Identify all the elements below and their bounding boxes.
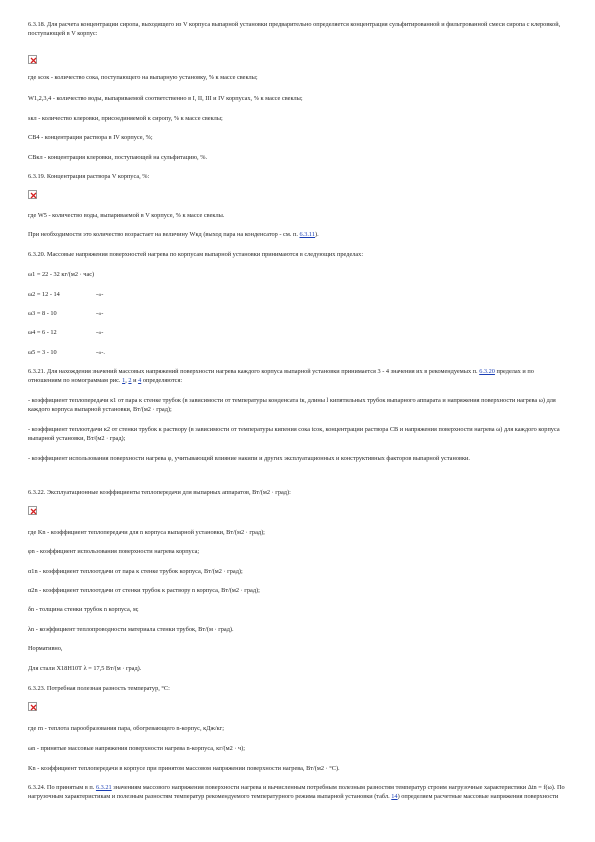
omega-row: ω1 = 22 - 32 кг/(м2 · час) <box>28 271 95 278</box>
broken-image-icon <box>28 702 37 711</box>
definition-lambdan: λn - коэффициент теплопроводности материала стенки трубок, Вт/(м · град). <box>28 626 234 633</box>
definition-alpha1n: α1n - коэффициент теплоотдачи от пара к стенке трубок корпуса, Вт/(м2 · град); <box>28 568 243 575</box>
note-wkd-tail: ). <box>315 231 319 238</box>
paragraph-6-3-19: 6.3.19. Концентрация раствора V корпуса, %: <box>28 173 150 180</box>
paragraph-6-3-22: 6.3.22. Эксплуатационные коэффициенты теплопередачи для выпарных аппаратов, Вт/(м2 · град): <box>28 489 291 496</box>
bullet-phi: - коэффициент использования поверхности нагрева φ, учитывающий влияние накипи и других эксплуатационных и конструктивных факторов выпарной установки. <box>28 455 470 462</box>
definition-omegan: ωn - принятые массовые напряжения поверхности нагрева n-корпуса, кг/(м2 · ч); <box>28 745 246 752</box>
paragraph-6-3-23: 6.3.23. Потребная полезная разность температур, °С: <box>28 685 170 692</box>
broken-image-icon <box>28 55 37 64</box>
note-wkd <box>28 230 568 239</box>
broken-image-icon <box>28 190 37 199</box>
note-wkd-text: При необходимости это количество возрастает на величину Wкд (выход пара на конденсатор - см. п. <box>28 231 298 238</box>
paragraph-6-3-21: 6.3.21. Для нахождения значений массовых напряжений поверхности нагрева каждого корпуса выпарной установки принимается 3 - 4 значения их в рекомендуемых п. 6.3.20 пределах и по отношениям по номограммам рис. 1, 2 и 4 определяются: <box>28 368 534 384</box>
link-6-3-20[interactable]: 6.3.20 <box>479 368 495 375</box>
omega-row: ω4 = 6 - 12 -«- <box>28 329 104 336</box>
bullet-k1: - коэффициент теплопередачи к1 от пара к стенке трубок (в зависимости от температуры конденсата tк, длины l кипятильных трубок выпарного аппарата и напряжения поверхности нагрева ω) для каждого корпуса выпарной установки, Вт/(м2 · град); <box>28 397 556 413</box>
link-6-3-11[interactable]: 6.3.11 <box>299 231 315 238</box>
link-6-3-21[interactable]: 6.3.21 <box>95 784 112 791</box>
link-fig-2[interactable]: 2 <box>128 377 132 384</box>
bullet-k2: - коэффициент теплоотдачи к2 от стенки трубок к раствору (в зависимости от температуры кипения сока tсок, концентрации раствора CB и напряжения поверхности нагрева ω) для каждого корпуса выпарной установки, Вт/(м2 · град); <box>28 426 560 442</box>
steel-note: Для стали Х18Н10Т λ = 17,5 Вт/(м · град). <box>28 665 142 672</box>
definition-kn-2: Kn - коэффициент теплопередачи в корпусе при принятом массовом напряжении поверхности нагрева, Вт/(м2 · °С). <box>28 765 340 772</box>
definition-skl: sкл - количество клеровки, присоединяемой к сиропу, % к массе свеклы; <box>28 115 223 122</box>
paragraph-6-3-18: 6.3.18. Для расчета концентрации сиропа, выходящего из V корпуса выпарной установки предварительно определяется концентрация сульфитированной и фильтрованной смеси сиропа с клеровкой, поступающей в V корпус: <box>28 21 561 37</box>
definition-cb4: CB4 - концентрация раствора в IV корпусе, %; <box>28 134 153 141</box>
omega-row: ω3 = 8 - 10 -«- <box>28 310 104 317</box>
definition-rn: где rn - теплота парообразования пара, обогревающего n-корпус, кДж/кг; <box>28 725 224 732</box>
broken-image-icon <box>28 506 37 515</box>
definition-w5: где W5 - количество воды, выпариваемой в V корпусе, % к массе свеклы. <box>28 212 225 219</box>
definition-kn: где Kn - коэффициент теплопередачи для n корпуса выпарной установки, Вт/(м2 · град); <box>28 529 265 536</box>
link-fig-4[interactable]: 4 <box>138 377 142 384</box>
definition-deltan: δn - толщина стенки трубок n корпуса, м; <box>28 606 139 613</box>
omega-row: ω2 = 12 - 14 -«- <box>28 291 104 298</box>
paragraph-6-3-20: 6.3.20. Массовые напряжения поверхностей нагрева по корпусам выпарной установки принимаются в следующих пределах: <box>28 251 364 258</box>
paragraph-6-3-24: 6.3.24. По принятым в п. 6.3.21 значениям массового напряжения поверхности нагрева и вычисленным потребным полезным разностям температур строим нагрузочные характеристики Δtn = f(ω). По нагрузочным характеристикам и полезным разностям температур рекомендуемого температурного режима выпарной установки (табл. 14) определяем расчетные массовые напряжения поверхности <box>28 784 565 800</box>
omega-row: ω5 = 3 - 10 -«-. <box>28 349 105 356</box>
definition-w1234: W1,2,3,4 - количество воды, выпариваемой соответственно в I, II, III и IV корпусах, % к массе свеклы; <box>28 95 303 102</box>
definition-alpha2n: α2n - коэффициент теплоотдачи от стенки трубок к раствору n корпуса, Вт/(м2 · град); <box>28 587 260 594</box>
normative-label: Нормативно, <box>28 645 63 652</box>
link-table-14[interactable]: 14 <box>391 793 398 800</box>
definition-phin: φn - коэффициент использования поверхности нагрева корпуса; <box>28 548 200 555</box>
definition-ssok: где sсок - количество сока, поступающего на выпарную установку, % к массе свеклы; <box>28 74 258 81</box>
definition-cbkl: CBкл - концентрация клеровки, поступающей на сульфитацию, %. <box>28 154 208 161</box>
link-fig-1[interactable]: 1 <box>122 377 126 384</box>
